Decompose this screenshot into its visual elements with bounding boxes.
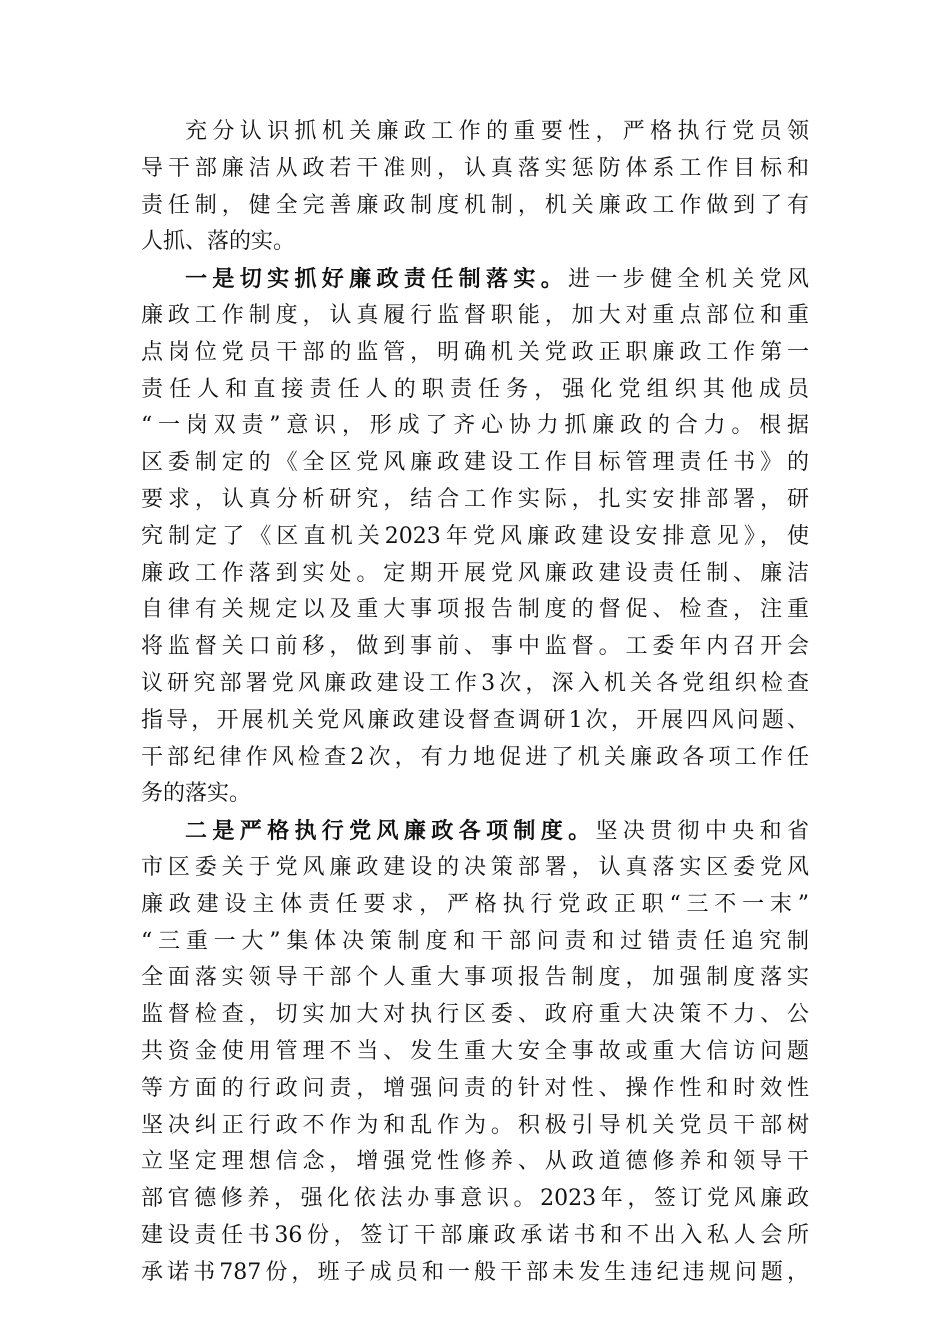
paragraph-line: 廉政工作制度，认真履行监督职能，加大对重点部位和重 [141, 302, 809, 328]
paragraph-line: 自律有关规定以及重大事项报告制度的督促、检查，注重 [141, 597, 809, 623]
paragraph-line [141, 813, 809, 850]
paragraph-line: 要求，认真分析研究，结合工作实际，扎实安排部署，研 [141, 486, 809, 512]
paragraph-line-text: 坚决贯彻中央和省 [595, 819, 809, 845]
paragraph-section-two [141, 813, 809, 1291]
paragraph-line: 监督检查，切实加大对执行区委、政府重大决策不力、公 [141, 1002, 809, 1028]
paragraph-line: 点岗位党员干部的监管，明确机关党政正职廉政工作第一 [141, 339, 809, 365]
document-body [141, 114, 809, 1292]
paragraph-line [141, 261, 809, 298]
section-heading: 二是严格执行党风廉政各项制度。 [185, 818, 596, 845]
paragraph-line: 责任制，健全完善廉政制度机制，机关廉政工作做到了有 [141, 192, 809, 218]
paragraph-line: 究制定了《区直机关2023年党风廉政建设安排意见》，使 [141, 523, 809, 549]
paragraph-line: 建设责任书36份，签订干部廉政承诺书和不出入私人会所 [141, 1222, 809, 1248]
paragraph-line: 人抓、落的实。 [141, 229, 296, 255]
paragraph-line: 区委制定的《全区党风廉政建设工作目标管理责任书》的 [141, 450, 809, 476]
paragraph-line: 导干部廉洁从政若干准则，认真落实惩防体系工作目标和 [141, 155, 809, 181]
paragraph-line: 充分认识抓机关廉政工作的重要性，严格执行党员领 [185, 119, 809, 144]
paragraph-line-text: 进一步健全机关党风 [568, 267, 809, 293]
paragraph-line: 承诺书787份，班子成员和一般干部未发生违纪违规问题， [141, 1259, 809, 1285]
paragraph-line: 立坚定理想信念，增强党性修养、从政道德修养和领导干 [141, 1149, 809, 1175]
paragraph-line: 干部纪律作风检查2次，有力地促进了机关廉政各项工作任 [141, 744, 809, 770]
paragraph-line: 等方面的行政问责，增强问责的针对性、操作性和时效性 [141, 1075, 809, 1101]
paragraph-line: “一岗双责”意识，形成了齐心协力抓廉政的合力。根据 [141, 413, 809, 439]
paragraph-line: 指导，开展机关党风廉政建设督查调研1次，开展四风问题、 [141, 707, 809, 733]
paragraph-section-one [141, 261, 809, 813]
section-heading: 一是切实抓好廉政责任制落实。 [185, 266, 569, 293]
paragraph-line: 务的落实。 [141, 781, 252, 807]
paragraph-intro [141, 114, 809, 261]
paragraph-line: 坚决纠正行政不作为和乱作为。积极引导机关党员干部树 [141, 1112, 809, 1138]
paragraph-line: 廉政工作落到实处。定期开展党风廉政建设责任制、廉洁 [141, 560, 809, 586]
paragraph-line: 部官德修养，强化依法办事意识。2023年，签订党风廉政 [141, 1186, 809, 1212]
paragraph-line: 议研究部署党风廉政建设工作3次，深入机关各党组织检查 [141, 670, 809, 696]
paragraph-line: 市区委关于党风廉政建设的决策部署，认真落实区委党风 [141, 854, 809, 880]
paragraph-line: 将监督关口前移，做到事前、事中监督。工委年内召开会 [141, 634, 809, 660]
paragraph-line: 全面落实领导干部个人重大事项报告制度，加强制度落实 [141, 965, 809, 991]
paragraph-line: 廉政建设主体责任要求，严格执行党政正职“三不一末” [141, 891, 809, 917]
paragraph-line: 责任人和直接责任人的职责任务，强化党组织其他成员 [141, 376, 809, 402]
paragraph-line: 共资金使用管理不当、发生重大安全事故或重大信访问题 [141, 1038, 809, 1064]
paragraph-line: “三重一大”集体决策制度和干部问责和过错责任追究制 [141, 928, 809, 954]
